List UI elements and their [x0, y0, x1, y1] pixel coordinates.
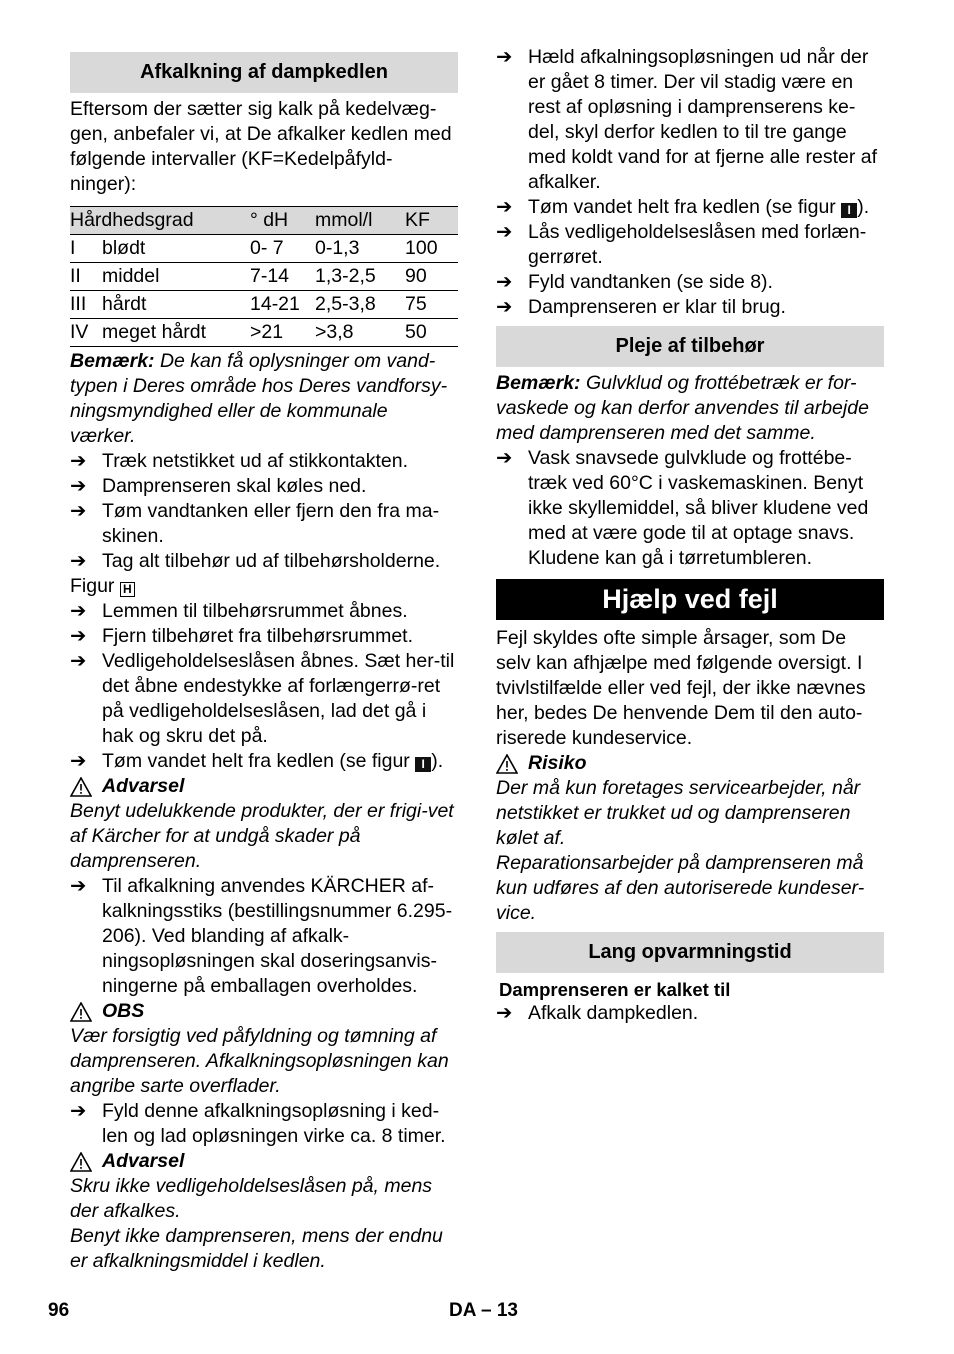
step-text: Damprenseren skal køles ned. — [102, 475, 367, 497]
section-heading-long-warmup: Lang opvarmningstid — [496, 932, 884, 973]
list-item — [70, 599, 458, 624]
step-text: Fyld denne afkalkningsopløsning i ked-len og lad opløsningen virke ca. 8 timer. — [102, 1100, 446, 1147]
arrow-right-icon: ➔ — [70, 500, 87, 522]
table-cell: 90 — [405, 265, 427, 287]
figure-label: Figur — [70, 575, 115, 597]
warning-title — [70, 1149, 458, 1174]
list-item — [496, 195, 884, 220]
warning-label: Advarsel — [102, 1150, 185, 1172]
list-item — [70, 649, 458, 749]
step-text-part: Tøm vandet helt fra kedlen (se figur — [528, 196, 842, 218]
arrow-right-icon: ➔ — [70, 1100, 87, 1122]
risk-label: Risiko — [528, 752, 587, 774]
step-text: Afkalk dampkedlen. — [528, 1002, 699, 1024]
list-item — [496, 270, 884, 295]
arrow-right-icon: ➔ — [70, 625, 87, 647]
list-item — [70, 749, 458, 774]
table-cell: 75 — [405, 293, 427, 315]
note-text: De kan få oplysninger om vand-typen i Deres område hos Deres vandforsy-ningsmyndighed eller de kommunale værker. — [70, 350, 448, 447]
arrow-right-icon: ➔ — [70, 450, 87, 472]
step-text: Fyld vandtanken (se side 8). — [528, 271, 773, 293]
warning-triangle-icon — [70, 1152, 92, 1172]
step-text — [528, 195, 884, 220]
page-number: 96 — [48, 1300, 70, 1321]
table-cell: 0-1,3 — [315, 237, 360, 259]
arrow-right-icon: ➔ — [70, 875, 87, 897]
list-item — [496, 295, 884, 320]
table-cell: hårdt — [102, 293, 147, 315]
step-text: Hæld afkalningsopløsningen ud når der er gået 8 timer. Der vil stadig være en rest af opløsning i damprenserens ke-del, skyl derfor kedlen to til tre gange med koldt vand for at fjerne alle rester af afkalker. — [528, 46, 878, 193]
arrow-right-icon: ➔ — [496, 296, 513, 318]
table-cell: >3,8 — [315, 321, 354, 343]
figure-h-icon: H — [120, 582, 135, 597]
table-cell: >21 — [250, 321, 284, 343]
step-text: Til afkalkning anvendes KÄRCHER af-kalkningsstiks (bestillingsnummer 6.295-206). Ved blanding af afkalk-ningsopløsningen skal doseringsanvis-ningerne på emballagen overholdes. — [102, 875, 453, 997]
obs-title — [70, 999, 458, 1024]
list-item — [70, 474, 458, 499]
table-cell: 14-21 — [250, 293, 300, 315]
table-cell: 100 — [405, 237, 438, 259]
list-item — [496, 45, 884, 195]
step-text: Tag alt tilbehør ud af tilbehørsholderne. — [102, 550, 441, 572]
step-text: Vask snavsede gulvklude og frottébe-træk ved 60°C i vaskemaskinen. Benyt ikke skyllemiddel, så bliver kludene ved med at være gode til at optage snavs. Kludene kan gå i tørretumbleren. — [528, 447, 869, 569]
risk-text: Reparationsarbejder på damprenseren må kun udføres af den autoriserede kundeser-vice. — [496, 852, 865, 924]
table-cell: 7-14 — [250, 265, 290, 287]
figure-i-icon: I — [841, 203, 857, 218]
step-text-part: Tøm vandet helt fra kedlen (se figur — [102, 750, 416, 772]
obs-label: OBS — [102, 1000, 145, 1022]
step-text: Lås vedligeholdelseslåsen med forlæn-gerrøret. — [528, 221, 867, 268]
list-item — [70, 1099, 458, 1149]
note-label: Bemærk: — [70, 350, 155, 372]
arrow-right-icon: ➔ — [70, 750, 87, 772]
table-cell: IV — [70, 321, 89, 343]
table-cell: meget hårdt — [102, 321, 207, 343]
table-cell: blødt — [102, 237, 146, 259]
obs-text: Vær forsigtig ved påfyldning og tømning af damprenseren. Afkalkningsopløsningen kan angribe sarte overflader. — [70, 1025, 449, 1097]
table-cell: 1,3-2,5 — [315, 265, 376, 287]
warning-title — [70, 774, 458, 799]
water-type-note — [70, 349, 458, 449]
arrow-right-icon: ➔ — [496, 196, 513, 218]
troubleshooting-intro: Fejl skyldes ofte simple årsager, som De selv kan afhjælpe med følgende oversigt. I tvivlstilfælde eller ved fejl, der ikke nævnes her, bedes De henvende Dem til den auto-riserede kundeservice. — [496, 627, 866, 749]
arrow-right-icon: ➔ — [70, 475, 87, 497]
list-item — [70, 449, 458, 474]
table-cell: III — [70, 293, 87, 315]
step-text: Træk netstikket ud af stikkontakten. — [102, 450, 408, 472]
arrow-right-icon: ➔ — [496, 221, 513, 243]
step-text-part: ). — [431, 750, 444, 772]
warning-text: Benyt udelukkende produkter, der er frigi-vet af Kärcher for at undgå skader på damprenseren. — [70, 800, 454, 872]
table-header-mmol: mmol/l — [315, 209, 373, 231]
list-item — [70, 624, 458, 649]
table-row — [70, 291, 458, 319]
list-item — [496, 220, 884, 270]
hardness-table — [70, 206, 458, 347]
warning-text: Skru ikke vedligeholdelseslåsen på, mens der afkalkes. — [70, 1175, 433, 1222]
table-cell: II — [70, 265, 81, 287]
arrow-right-icon: ➔ — [70, 650, 87, 672]
section-heading-descaling: Afkalkning af dampkedlen — [70, 52, 458, 93]
step-text: Tøm vandtanken eller fjern den fra ma-skinen. — [102, 500, 440, 547]
step-text — [102, 749, 458, 774]
cause-heading: Damprenseren er kalket til — [499, 979, 731, 1000]
figure-i-icon: I — [415, 757, 431, 772]
note-text: Gulvklud og frottébetræk er for-vaskede og kan derfor anvendes til arbejde med damprenseren med det samme. — [496, 372, 869, 444]
warning-text: Benyt ikke damprenseren, mens der endnu er afkalkningsmiddel i kedlen. — [70, 1225, 443, 1272]
table-cell: 2,5-3,8 — [315, 293, 376, 315]
list-item — [70, 874, 458, 999]
table-row — [70, 235, 458, 263]
section-code: DA – 13 — [449, 1300, 518, 1321]
arrow-right-icon: ➔ — [70, 550, 87, 572]
table-header-dh: ° dH — [250, 209, 289, 231]
note-label: Bemærk: — [496, 372, 581, 394]
step-text: Lemmen til tilbehørsrummet åbnes. — [102, 600, 408, 622]
section-heading-accessory-care: Pleje af tilbehør — [496, 326, 884, 367]
table-cell: middel — [102, 265, 160, 287]
step-text: Fjern tilbehøret fra tilbehørsrummet. — [102, 625, 414, 647]
arrow-right-icon: ➔ — [496, 271, 513, 293]
step-text: Vedligeholdelseslåsen åbnes. Sæt her-til det åbne endestykke af forlængerrø-ret på vedligeholdelseslåsen, lad det gå i hak og skru det på. — [102, 650, 455, 747]
care-note — [496, 371, 884, 446]
figure-reference — [70, 574, 458, 599]
list-item — [496, 1001, 884, 1026]
right-column — [496, 45, 884, 1026]
left-column — [70, 45, 458, 1274]
descaling-intro: Eftersom der sætter sig kalk på kedelvæg-gen, anbefaler vi, at De afkalker kedlen med følgende intervaller (KF=Kedelpåfyld-ninger): — [70, 98, 452, 195]
step-text: Damprenseren er klar til brug. — [528, 296, 786, 318]
warning-label: Advarsel — [102, 775, 185, 797]
step-text-part: ). — [857, 196, 870, 218]
table-row — [70, 263, 458, 291]
arrow-right-icon: ➔ — [496, 46, 513, 68]
table-cell: I — [70, 237, 76, 259]
warning-triangle-icon — [496, 754, 518, 774]
table-header-kf: KF — [405, 209, 430, 231]
list-item — [496, 446, 884, 571]
arrow-right-icon: ➔ — [70, 600, 87, 622]
risk-text: Der må kun foretages servicearbejder, når netstikket er trukket ud og damprenseren kølet af. — [496, 777, 861, 849]
list-item — [70, 499, 458, 549]
table-header-hardness: Hårdhedsgrad — [70, 209, 194, 231]
warning-triangle-icon — [70, 1002, 92, 1022]
table-cell: 0- 7 — [250, 237, 284, 259]
list-item — [70, 549, 458, 574]
table-header-row — [70, 207, 458, 235]
table-cell: 50 — [405, 321, 427, 343]
risk-title — [496, 751, 884, 776]
warning-triangle-icon — [70, 777, 92, 797]
arrow-right-icon: ➔ — [496, 1002, 513, 1024]
table-row — [70, 319, 458, 347]
section-heading-troubleshooting: Hjælp ved fejl — [496, 579, 884, 620]
arrow-right-icon: ➔ — [496, 447, 513, 469]
